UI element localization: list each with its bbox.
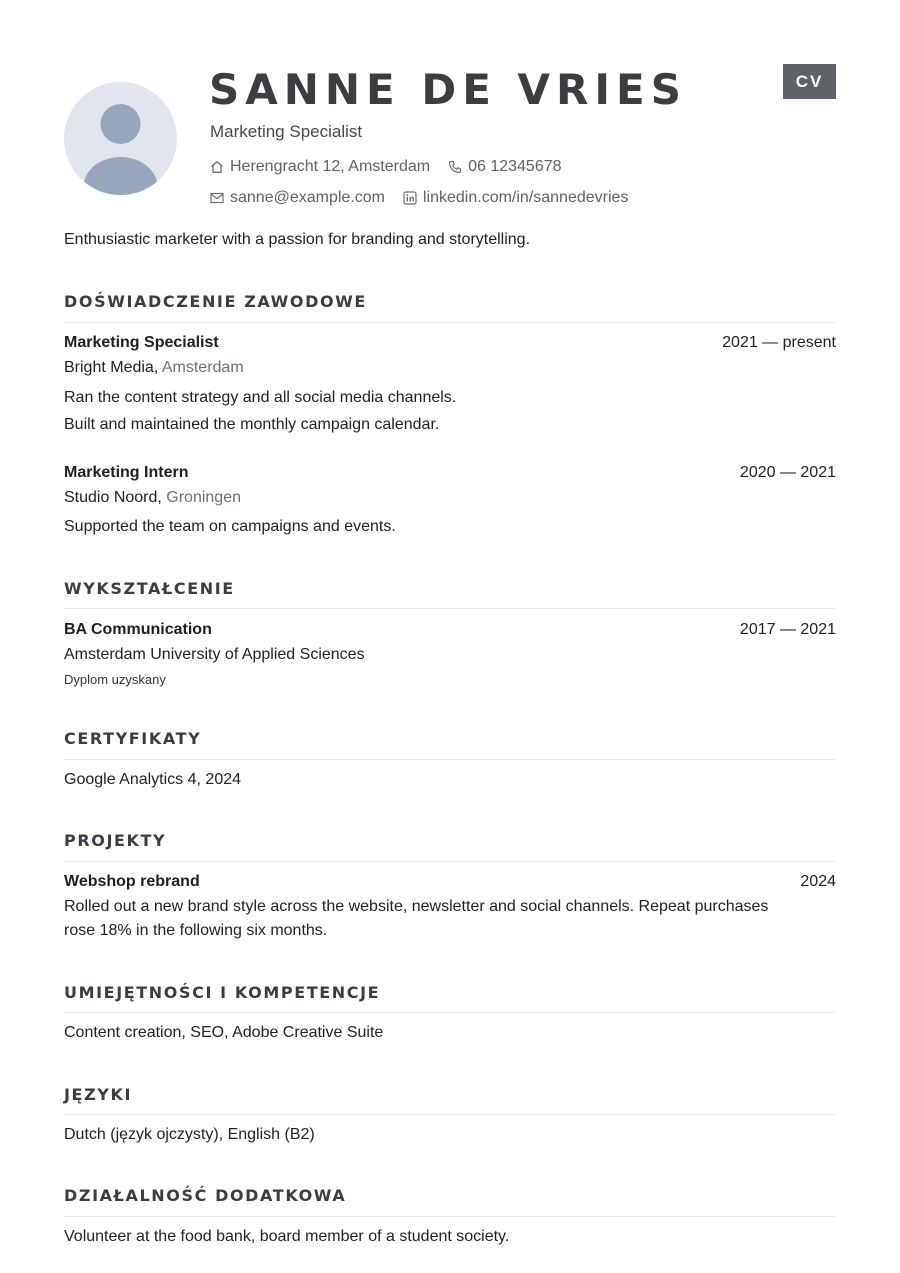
linkedin-link[interactable]: linkedin.com/in/sannedevries	[422, 189, 629, 206]
job-description-line: Supported the team on campaigns and events.	[64, 518, 396, 535]
section-divider	[64, 608, 836, 609]
section-title-education: WYKSZTAŁCENIE	[64, 579, 235, 598]
company-name: Bright Media	[64, 359, 154, 376]
company-location: Groningen	[166, 489, 241, 506]
job-dates: 2021 — present	[722, 334, 836, 351]
job-role: Marketing Intern	[64, 464, 189, 481]
section-divider	[64, 322, 836, 323]
profile-summary: Enthusiastic marketer with a passion for branding and storytelling.	[64, 231, 531, 248]
linkedin-item	[403, 189, 628, 207]
email-item	[210, 189, 385, 207]
job-employer: Bright Media, Amsterdam	[64, 359, 244, 376]
project-description-line: rose 18% in the following six months.	[64, 922, 328, 939]
cv-badge: CV	[783, 64, 836, 99]
project-description-line: Rolled out a new brand style across the website, newsletter and social channels. Repeat purchases	[64, 898, 769, 915]
mail-icon	[210, 192, 224, 204]
section-divider	[64, 861, 836, 862]
phone-text[interactable]: 06 12345678	[468, 158, 562, 175]
job-description-line: Built and maintained the monthly campaign calendar.	[64, 416, 440, 433]
certificate-item: Google Analytics 4, 2024	[64, 771, 242, 788]
company-name: Studio Noord	[64, 489, 158, 506]
degree-status: Dyplom uzyskany	[64, 672, 166, 687]
avatar	[64, 82, 177, 195]
section-title-experience: DOŚWIADCZENIE ZAWODOWE	[64, 292, 367, 311]
job-description-line: Ran the content strategy and all social media channels.	[64, 389, 457, 406]
section-divider	[64, 1216, 836, 1217]
skills-text: Content creation, SEO, Adobe Creative Suite	[64, 1024, 384, 1041]
email-link[interactable]: sanne@example.com	[230, 189, 385, 206]
section-divider	[64, 1114, 836, 1115]
degree-name: BA Communication	[64, 621, 212, 638]
address-item	[210, 158, 430, 176]
phone-icon	[448, 160, 462, 174]
section-title-certificates: CERTYFIKATY	[64, 729, 202, 748]
phone-item	[448, 158, 561, 176]
education-dates: 2017 — 2021	[739, 621, 836, 638]
project-name: Webshop rebrand	[64, 873, 200, 890]
home-icon	[210, 160, 224, 174]
candidate-name: SANNE DE VRIES	[209, 65, 687, 114]
job-role: Marketing Specialist	[64, 334, 219, 351]
linkedin-icon	[403, 191, 417, 205]
job-title: Marketing Specialist	[210, 122, 363, 141]
contact-row-2	[210, 189, 646, 207]
section-title-skills: UMIEJĘTNOŚCI I KOMPETENCJE	[64, 983, 381, 1002]
languages-text: Dutch (język ojczysty), English (B2)	[64, 1126, 315, 1143]
project-year: 2024	[800, 873, 836, 890]
job-employer: Studio Noord, Groningen	[64, 489, 241, 506]
person-icon	[64, 82, 177, 195]
school-name: Amsterdam University of Applied Sciences	[64, 646, 365, 663]
activities-text: Volunteer at the food bank, board member of a student society.	[64, 1228, 510, 1245]
address-text: Herengracht 12, Amsterdam	[230, 158, 431, 175]
section-divider	[64, 1012, 836, 1013]
section-title-activities: DZIAŁALNOŚĆ DODATKOWA	[64, 1186, 347, 1205]
section-title-languages: JĘZYKI	[64, 1085, 133, 1104]
company-location: Amsterdam	[161, 359, 244, 376]
contact-row-1	[210, 158, 580, 176]
section-divider	[64, 759, 836, 760]
job-dates: 2020 — 2021	[739, 464, 836, 481]
section-title-projects: PROJEKTY	[64, 831, 167, 850]
